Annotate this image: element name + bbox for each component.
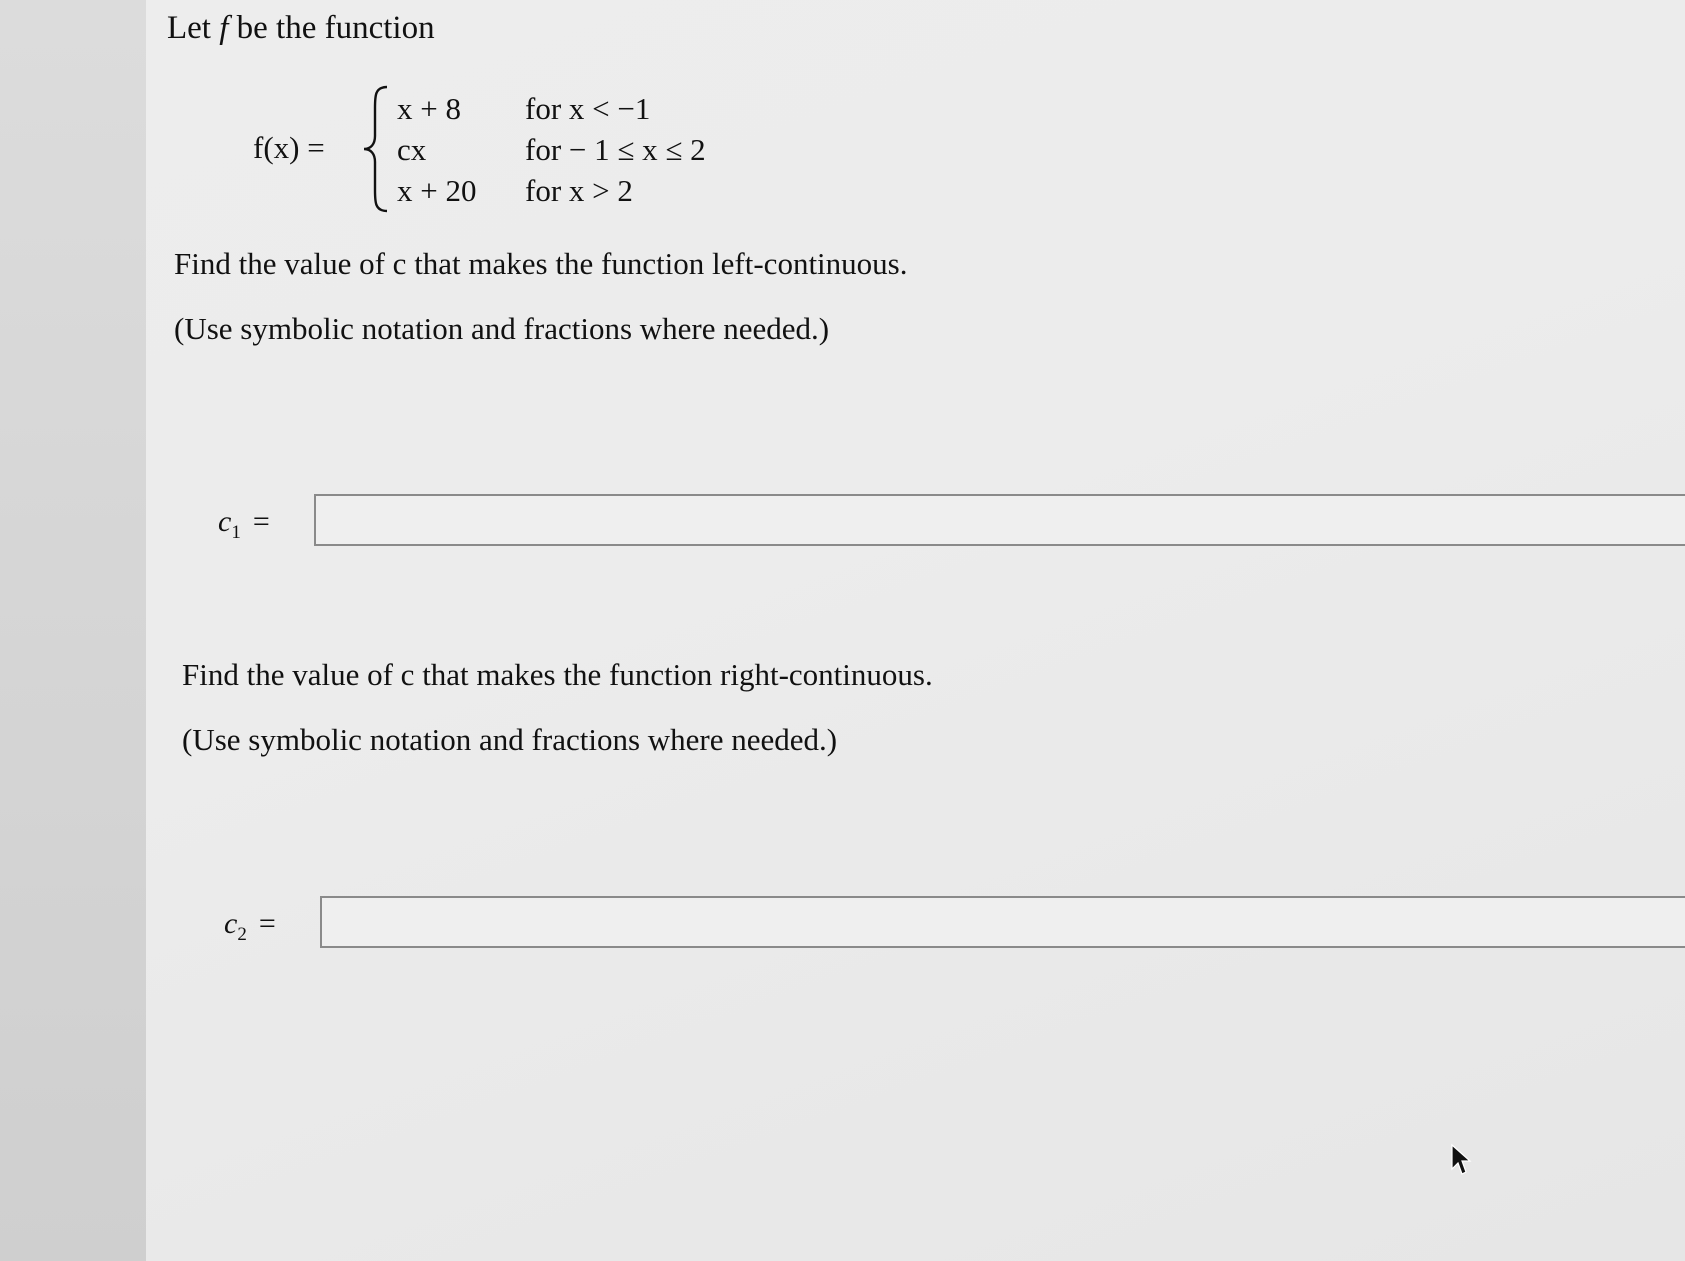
question2-note: (Use symbolic notation and fractions where needed.) (182, 722, 838, 757)
question1-note: (Use symbolic notation and fractions where needed.) (174, 311, 830, 346)
piecewise-function (253, 80, 773, 220)
case-condition: for x > 2 (525, 173, 633, 208)
c2-label-subscript: 2 (237, 924, 247, 945)
case-expression: x + 8 (397, 91, 461, 126)
c1-label-var: c (218, 505, 232, 538)
case-expression: x + 20 (397, 173, 477, 208)
question1-prompt: Find the value of c that makes the function left-continuous. (174, 246, 908, 281)
problem-intro (167, 10, 435, 47)
c1-label-subscript: 1 (231, 522, 241, 543)
c2-answer-input[interactable] (320, 896, 1685, 948)
left-brace-icon (361, 84, 391, 214)
intro-suffix: be the function (236, 10, 435, 46)
case-condition: for − 1 ≤ x ≤ 2 (525, 132, 706, 167)
left-margin-strip (0, 0, 147, 1261)
c1-answer-input[interactable] (314, 494, 1685, 546)
intro-prefix: Let (167, 10, 211, 46)
function-lhs: f(x) = (253, 130, 325, 165)
c1-equals: = (252, 505, 270, 538)
c1-label (218, 505, 270, 544)
c2-label (224, 907, 276, 946)
question2-prompt: Find the value of c that makes the function right-continuous. (182, 657, 933, 692)
c2-equals: = (258, 907, 276, 940)
c2-label-var: c (224, 907, 238, 940)
mouse-pointer-icon (1450, 1143, 1472, 1177)
intro-var: f (219, 10, 229, 46)
question-content (146, 0, 1685, 1261)
case-condition: for x < −1 (525, 91, 651, 126)
case-expression: cx (397, 132, 427, 167)
